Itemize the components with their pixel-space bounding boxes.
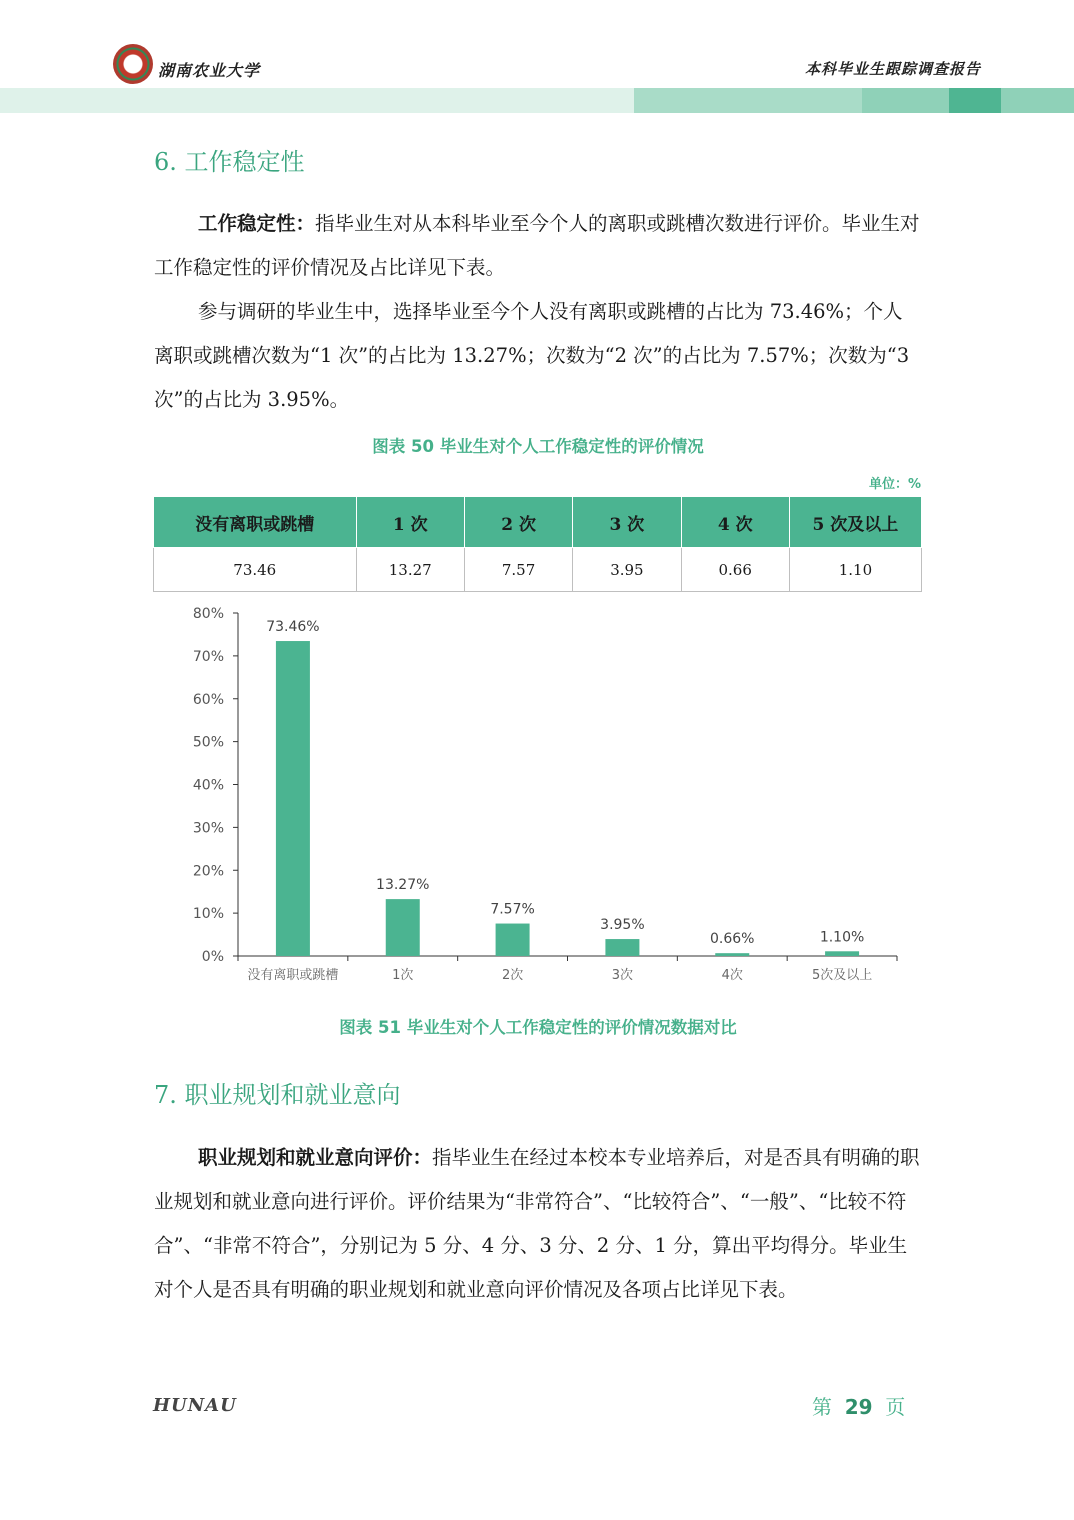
table-caption: 图表 50 毕业生对个人工作稳定性的评价情况 — [372, 437, 704, 456]
bar-data-label: 73.46% — [266, 619, 320, 636]
y-tick-label: 70% — [192, 648, 224, 665]
table-header-cell: 4 次 — [681, 497, 789, 548]
x-tick-label: 1次 — [392, 968, 414, 983]
table-cell: 1.10 — [789, 548, 921, 592]
table-cell: 13.27 — [356, 548, 464, 592]
table-cell: 0.66 — [681, 548, 789, 592]
definition-term: 工作稳定性： — [198, 212, 316, 235]
bar — [605, 939, 639, 956]
report-title: 本科毕业生跟踪调查报告 — [804, 60, 981, 78]
definition-text: 指毕业生对从本科毕业至今个人的离职或跳槽次数进行评价。毕业生对工作稳定性的评价情况及占比详见下表。 — [154, 212, 920, 279]
table-cell: 3.95 — [573, 548, 681, 592]
bar-data-label: 13.27% — [376, 877, 430, 894]
y-tick-label: 20% — [192, 863, 224, 880]
table-header-cell: 没有离职或跳槽 — [154, 497, 357, 548]
section6-summary: 参与调研的毕业生中，选择毕业至今个人没有离职或跳槽的占比为 73.46%；个人离职或跳槽次数为“1 次”的占比为 13.27%；次数为“2 次”的占比为 7.57%；次数为“3 次”的占比为 3.95%。 — [154, 300, 910, 411]
chart-caption: 图表 51 毕业生对个人工作稳定性的评价情况数据对比 — [339, 1018, 737, 1037]
definition-text: 指毕业生在经过本校本专业培养后，对是否具有明确的职业规划和就业意向进行评价。评价结果为“非常符合”、“比较符合”、“一般”、“比较不符合”、“非常不符合”，分别记为 5 分、4 分、3 分、2 分、1 分，算出平均得分。毕业生对个人是否具有明确的职业规划和就业意向评价情况及各项占比详见下表。 — [154, 1146, 920, 1301]
y-tick-label: 10% — [192, 906, 224, 923]
y-tick-label: 80% — [192, 606, 224, 622]
x-tick-label: 4次 — [721, 968, 743, 983]
bar — [386, 899, 420, 956]
x-tick-label: 没有离职或跳槽 — [247, 968, 339, 983]
section-heading-7: 7. 职业规划和就业意向 — [154, 1081, 401, 1109]
bar — [715, 953, 749, 956]
bar-data-label: 7.57% — [490, 901, 535, 918]
table-header-cell: 5 次及以上 — [789, 497, 921, 548]
table-header-cell: 2 次 — [464, 497, 572, 548]
y-tick-label: 0% — [201, 949, 224, 965]
x-tick-label: 3次 — [611, 968, 634, 983]
bar — [276, 641, 310, 956]
section7-definition — [154, 1136, 922, 1312]
bar — [825, 951, 859, 956]
definition-term: 职业规划和就业意向评价： — [198, 1146, 433, 1169]
footer-brand: HUNAU — [153, 1395, 237, 1416]
table-cell: 73.46 — [154, 548, 357, 592]
y-tick-label: 60% — [192, 691, 224, 708]
section-heading-6: 6. 工作稳定性 — [154, 148, 305, 176]
school-name: 湖南农业大学 — [158, 61, 261, 80]
x-tick-label: 2次 — [501, 968, 524, 983]
bar — [496, 924, 530, 956]
page-number-value: 29 — [844, 1395, 873, 1419]
bar-data-label: 3.95% — [600, 917, 645, 934]
table-header-cell: 3 次 — [573, 497, 681, 548]
y-tick-label: 40% — [192, 777, 224, 794]
unit-label: 单位：% — [868, 477, 921, 492]
table-header-cell: 1 次 — [356, 497, 464, 548]
page-number — [812, 1391, 905, 1420]
bar-data-label: 1.10% — [819, 929, 865, 946]
table-cell: 7.57 — [464, 548, 572, 592]
y-tick-label: 50% — [192, 734, 224, 751]
page-prefix: 第 — [812, 1395, 832, 1419]
bar-data-label: 0.66% — [710, 931, 755, 948]
page-suffix: 页 — [885, 1395, 906, 1419]
x-tick-label: 5次及以上 — [811, 968, 873, 983]
y-tick-label: 30% — [192, 820, 224, 837]
